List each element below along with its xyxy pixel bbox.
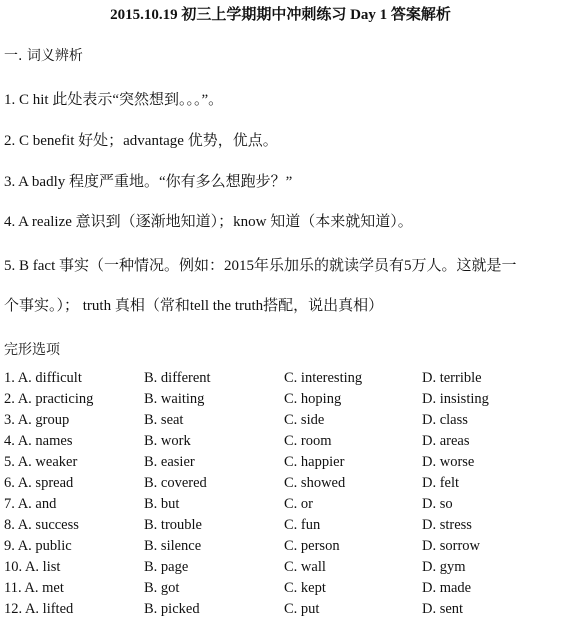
option-row <box>4 431 556 452</box>
option-c: C. kept <box>284 580 326 596</box>
section-heading-cloze-options: 完形选项 <box>4 342 60 358</box>
option-c: C. put <box>284 601 320 617</box>
option-d: D. terrible <box>422 370 482 386</box>
option-row <box>4 578 556 599</box>
answer-item-3: 3. A badly 程度严重地。“你有多么想跑步？” <box>4 174 293 190</box>
option-b: B. covered <box>144 475 207 491</box>
answer-item-5-continued: 个事实。）； truth 真相（常和tell the truth搭配，说出真相） <box>4 298 384 314</box>
section-heading-vocabulary: 一. 词义辨析 <box>4 48 83 64</box>
option-d: D. worse <box>422 454 475 470</box>
option-d: D. gym <box>422 559 466 575</box>
option-a: 3. A. group <box>4 412 70 428</box>
option-row <box>4 557 556 578</box>
option-a: 1. A. difficult <box>4 370 82 386</box>
option-b: B. page <box>144 559 189 575</box>
option-d: D. so <box>422 496 453 512</box>
option-d: D. felt <box>422 475 460 491</box>
option-d: D. sent <box>422 601 464 617</box>
option-b: B. work <box>144 433 191 449</box>
option-b: B. different <box>144 370 211 386</box>
option-d: D. class <box>422 412 468 428</box>
option-b: B. easier <box>144 454 195 470</box>
option-b: B. waiting <box>144 391 205 407</box>
option-row <box>4 452 556 473</box>
option-a: 5. A. weaker <box>4 454 78 470</box>
option-d: D. made <box>422 580 472 596</box>
answer-item-5: 5. B fact 事实（一种情况。例如：2015年乐加乐的就读学员有5万人。这就是一 <box>4 258 517 274</box>
answer-item-2: 2. C benefit 好处；advantage 优势，优点。 <box>4 133 278 149</box>
answer-item-4: 4. A realize 意识到（逐渐地知道）；know 知道（本来就知道）。 <box>4 214 413 230</box>
option-c: C. person <box>284 538 340 554</box>
cloze-options-table <box>4 368 556 620</box>
option-a: 10. A. list <box>4 559 61 575</box>
option-a: 12. A. lifted <box>4 601 74 617</box>
option-a: 11. A. met <box>4 580 64 596</box>
option-c: C. interesting <box>284 370 363 386</box>
option-row <box>4 410 556 431</box>
option-c: C. showed <box>284 475 346 491</box>
option-a: 6. A. spread <box>4 475 74 491</box>
option-b: B. got <box>144 580 180 596</box>
option-row <box>4 536 556 557</box>
option-d: D. areas <box>422 433 470 449</box>
option-a: 7. A. and <box>4 496 57 512</box>
option-b: B. trouble <box>144 517 202 533</box>
option-c: C. fun <box>284 517 321 533</box>
option-d: D. sorrow <box>422 538 480 554</box>
option-row <box>4 473 556 494</box>
option-c: C. side <box>284 412 325 428</box>
option-c: C. or <box>284 496 313 512</box>
option-row <box>4 494 556 515</box>
option-c: C. happier <box>284 454 345 470</box>
option-d: D. insisting <box>422 391 489 407</box>
option-row <box>4 599 556 620</box>
option-c: C. room <box>284 433 332 449</box>
option-b: B. seat <box>144 412 184 428</box>
option-b: B. but <box>144 496 180 512</box>
option-b: B. picked <box>144 601 200 617</box>
page-title: 2015.10.19 初三上学期期中冲刺练习 Day 1 答案解析 <box>110 7 451 23</box>
option-a: 9. A. public <box>4 538 72 554</box>
option-b: B. silence <box>144 538 202 554</box>
answer-item-1: 1. C hit 此处表示“突然想到。。。”。 <box>4 92 224 108</box>
option-row <box>4 515 556 536</box>
option-a: 2. A. practicing <box>4 391 94 407</box>
option-a: 4. A. names <box>4 433 73 449</box>
option-d: D. stress <box>422 517 472 533</box>
option-c: C. wall <box>284 559 326 575</box>
option-row <box>4 368 556 389</box>
option-c: C. hoping <box>284 391 342 407</box>
option-a: 8. A. success <box>4 517 79 533</box>
option-row <box>4 389 556 410</box>
